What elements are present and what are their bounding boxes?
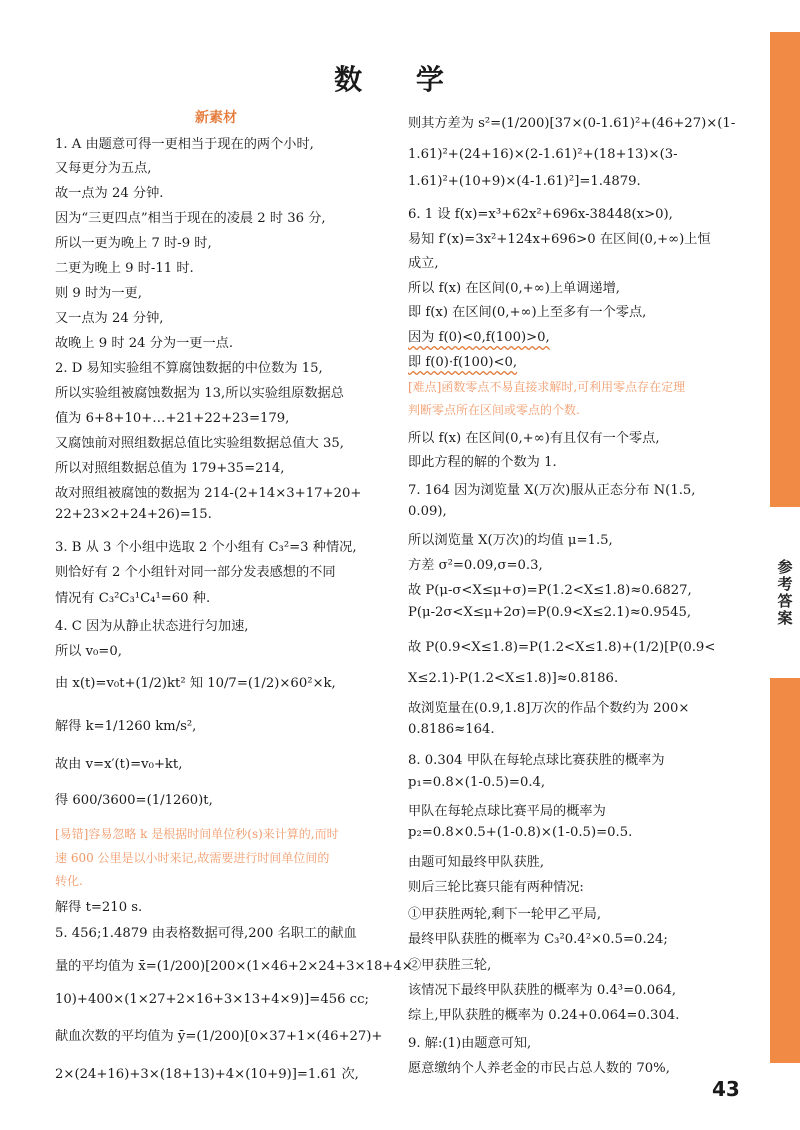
text-line: 该情况下最终甲队获胜的概率为 0.4³=0.064, xyxy=(408,983,677,998)
text-line: 愿意缴纳个人养老金的市民占总人数的 70%, xyxy=(408,1061,670,1076)
text-line: 甲队在每轮点球比赛平局的概率为 xyxy=(408,804,606,819)
text-line: ②甲获胜三轮, xyxy=(408,958,492,973)
text-line: 所以浏览量 X(万次)的均值 μ=1.5, xyxy=(408,533,613,548)
text-line: 10)+400×(1×27+2×16+3×13+4×9)]=456 cc; xyxy=(55,992,369,1007)
text-line: 所以实验组被腐蚀数据为 13,所以实验组原数据总 xyxy=(55,386,344,401)
text-line: 最终甲队获胜的概率为 C₃²0.4²×0.5=0.24; xyxy=(408,932,668,947)
text-line: 又每更分为五点, xyxy=(55,161,152,176)
text-line: 所以 f(x) 在区间(0,+∞)有且仅有一个零点, xyxy=(408,431,660,446)
page-title: 数 学 xyxy=(334,63,466,96)
text-line: 1. A 由题意可得一更相当于现在的两个小时, xyxy=(55,137,314,152)
page-number: 43 xyxy=(712,1077,740,1101)
text-line: 由题可知最终甲队获胜, xyxy=(408,855,545,870)
text-line: 1.61)²+(24+16)×(2-1.61)²+(18+13)×(3- xyxy=(408,147,678,162)
text-line: 所以一更为晚上 7 时-9 时, xyxy=(55,236,212,251)
text-line: 献血次数的平均值为 ȳ=(1/200)[0×37+1×(46+27)+ xyxy=(55,1029,383,1044)
text-line: 故由 v=x′(t)=v₀+kt, xyxy=(55,757,183,772)
text-line: 故对照组被腐蚀的数据为 214-(2+14×3+17+20+ xyxy=(55,486,362,501)
text-line: 故晚上 9 时 24 分为一更一点. xyxy=(55,336,234,351)
note-line: 判断零点所在区间或零点的个数. xyxy=(408,403,580,417)
text-line: 解得 k=1/1260 km/s², xyxy=(55,719,197,734)
text-line: 故浏览量在(0.9,1.8]万次的作品个数约为 200× xyxy=(408,701,690,716)
text-line: 所以 f(x) 在区间(0,+∞)上单调递增, xyxy=(408,281,620,296)
text-line: 即 f(0)·f(100)<0, xyxy=(408,355,518,370)
text-line: 所以 v₀=0, xyxy=(55,644,122,659)
text-line: 易知 f′(x)=3x²+124x+696>0 在区间(0,+∞)上恒 xyxy=(408,232,711,247)
text-line: 4. C 因为从静止状态进行匀加速, xyxy=(55,619,249,634)
text-line: X≤2.1)-P(1.2<X≤1.8)]≈0.8186. xyxy=(408,671,619,686)
text-line: 8. 0.304 甲队在每轮点球比赛获胜的概率为 xyxy=(408,753,665,768)
text-line: 1.61)²+(10+9)×(4-1.61)²]=1.4879. xyxy=(408,174,641,189)
text-line: ①甲获胜两轮,剩下一轮甲乙平局, xyxy=(408,907,602,922)
note-line: [难点]函数零点不易直接求解时,可利用零点存在定理 xyxy=(408,380,686,394)
text-line: 则其方差为 s²=(1/200)[37×(0-1.61)²+(46+27)×(1- xyxy=(408,116,736,131)
text-line: 故 P(0.9<X≤1.8)=P(1.2<X≤1.8)+(1/2)[P(0.9< xyxy=(408,640,716,655)
text-line: 故一点为 24 分钟. xyxy=(55,186,164,201)
text-line: 则后三轮比赛只能有两种情况: xyxy=(408,880,584,895)
text-line: 2×(24+16)+3×(18+13)+4×(10+9)]=1.61 次, xyxy=(55,1067,359,1082)
text-line: 所以对照组数据总值为 179+35=214, xyxy=(55,461,285,476)
text-line: 由 x(t)=v₀t+(1/2)kt² 知 10/7=(1/2)×60²×k, xyxy=(55,676,336,691)
text-line: 综上,甲队获胜的概率为 0.24+0.064=0.304. xyxy=(408,1008,680,1023)
text-line: 0.09), xyxy=(408,504,447,519)
text-line: 即 f(x) 在区间(0,+∞)上至多有一个零点, xyxy=(408,305,647,320)
text-line: p₂=0.8×0.5+(1-0.8)×(1-0.5)=0.5. xyxy=(408,825,633,840)
text-line: 二更为晚上 9 时-11 时. xyxy=(55,261,194,276)
note-line: 转化. xyxy=(55,874,83,888)
side-tab-label: 参考答案 xyxy=(770,510,800,675)
text-line: 值为 6+8+10+…+21+22+23=179, xyxy=(55,411,290,426)
text-line: 则恰好有 2 个小组针对同一部分发表感想的不同 xyxy=(55,565,336,580)
text-line: 故 P(μ-σ<X≤μ+σ)=P(1.2<X≤1.8)≈0.6827, xyxy=(408,583,692,598)
text-line: 又腐蚀前对照组数据总值比实验组数据总值大 35, xyxy=(55,436,344,451)
text-line: 又一点为 24 分钟, xyxy=(55,311,164,326)
text-line: 因为“三更四点”相当于现在的凌晨 2 时 36 分, xyxy=(55,211,326,226)
text-line: 量的平均值为 x̄=(1/200)[200×(1×46+2×24+3×18+4× xyxy=(55,959,413,974)
text-line: 则 9 时为一更, xyxy=(55,286,142,301)
text-line: 得 600/3600=(1/1260)t, xyxy=(55,793,213,808)
side-tab-strip-bottom xyxy=(770,678,800,1063)
text-line: 解得 t=210 s. xyxy=(55,900,143,915)
text-line: p₁=0.8×(1-0.5)=0.4, xyxy=(408,775,546,790)
text-line: 9. 解:(1)由题意可知, xyxy=(408,1036,532,1051)
text-line: 因为 f(0)<0,f(100)>0, xyxy=(408,330,550,345)
text-line: 22+23×2+24+26)=15. xyxy=(55,507,212,522)
text-line: P(μ-2σ<X≤μ+2σ)=P(0.9<X≤2.1)≈0.9545, xyxy=(408,605,692,620)
note-line: [易错]容易忽略 k 是根据时间单位秒(s)来计算的,而时 xyxy=(55,827,339,841)
text-line: 即此方程的解的个数为 1. xyxy=(408,455,557,470)
text-line: 0.8186≈164. xyxy=(408,722,495,737)
text-line: 7. 164 因为浏览量 X(万次)服从正态分布 N(1.5, xyxy=(408,483,696,498)
note-line: 速 600 公里是以小时来记,故需要进行时间单位间的 xyxy=(55,851,330,865)
text-line: 成立, xyxy=(408,256,439,271)
text-line: 5. 456;1.4879 由表格数据可得,200 名职工的献血 xyxy=(55,926,357,941)
side-tab-strip-top xyxy=(770,32,800,507)
section-heading: 新素材 xyxy=(195,110,237,126)
text-line: 情况有 C₃²C₃¹C₄¹=60 种. xyxy=(55,591,211,606)
text-line: 方差 σ²=0.09,σ=0.3, xyxy=(408,558,543,573)
text-line: 3. B 从 3 个小组中选取 2 个小组有 C₃²=3 种情况, xyxy=(55,540,357,555)
text-line: 6. 1 设 f(x)=x³+62x²+696x-38448(x>0), xyxy=(408,207,673,222)
text-line: 2. D 易知实验组不算腐蚀数据的中位数为 15, xyxy=(55,361,323,376)
